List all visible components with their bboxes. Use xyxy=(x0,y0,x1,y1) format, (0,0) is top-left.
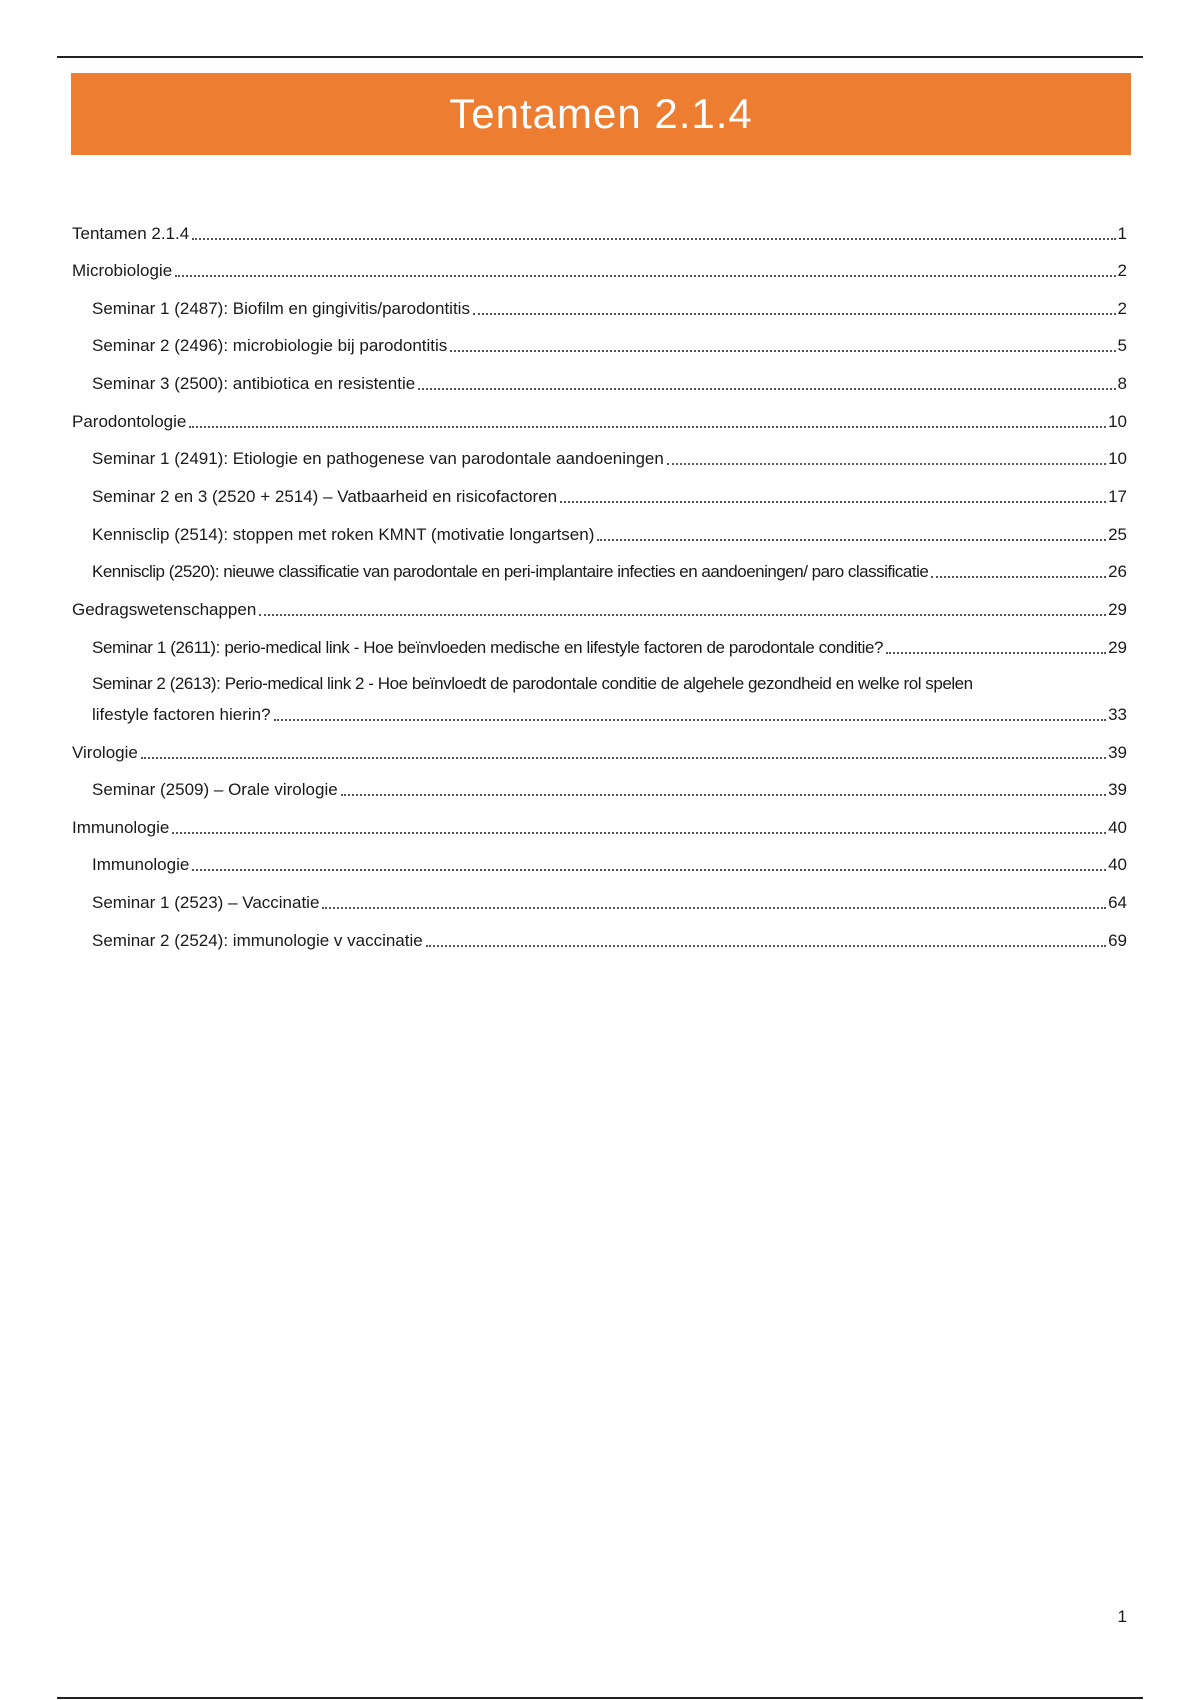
toc-leader xyxy=(667,463,1106,465)
toc-leader xyxy=(341,794,1106,796)
toc-entry-page: 64 xyxy=(1108,893,1127,912)
toc-entry[interactable] xyxy=(72,636,1127,659)
toc-entry-page: 2 xyxy=(1117,261,1127,280)
toc-leader xyxy=(322,907,1106,909)
toc-entry-title: Seminar 3 (2500): antibiotica en resistentie xyxy=(92,374,416,393)
toc-entry-page: 10 xyxy=(1108,412,1127,431)
toc-entry-title: Seminar 2 (2496): microbiologie bij parodontitis xyxy=(92,336,448,355)
toc-entry[interactable] xyxy=(72,334,1127,357)
toc-entry-page: 33 xyxy=(1108,705,1127,724)
toc-entry[interactable] xyxy=(72,410,1127,433)
toc-entry-title: Kennisclip (2520): nieuwe classificatie van parodontale en peri-implantaire infecties en aandoeningen/ paro classificatie xyxy=(92,562,929,581)
toc-entry-title: Seminar 1 (2491): Etiologie en pathogenese van parodontale aandoeningen xyxy=(92,449,664,468)
toc-entry-title-cont: lifestyle factoren hierin? xyxy=(92,705,271,724)
toc-entry-title: Virologie xyxy=(72,743,138,762)
toc-entry[interactable] xyxy=(72,672,1127,726)
toc-entry[interactable] xyxy=(72,929,1127,952)
toc-leader xyxy=(560,501,1106,503)
toc-leader xyxy=(192,238,1115,240)
toc-entry[interactable] xyxy=(72,741,1127,764)
footer-rule xyxy=(57,1697,1143,1699)
toc-entry-title: Kennisclip (2514): stoppen met roken KMNT (motivatie longartsen) xyxy=(92,525,595,544)
toc-entry-title: Immunologie xyxy=(92,855,190,874)
toc-entry-page: 26 xyxy=(1108,562,1127,581)
toc-entry-page: 10 xyxy=(1108,449,1127,468)
toc-entry-title: Seminar 1 (2487): Biofilm en gingivitis/parodontitis xyxy=(92,299,470,318)
toc-entry-page: 69 xyxy=(1108,931,1127,950)
toc-entry-page: 29 xyxy=(1108,638,1127,657)
toc-entry-page: 40 xyxy=(1108,818,1127,837)
toc-entry[interactable] xyxy=(72,297,1127,320)
toc-entry-title: Parodontologie xyxy=(72,412,187,431)
toc-entry-title: Seminar 2 (2613): Perio-medical link 2 - Hoe beïnvloedt de parodontale conditie de algehele gezondheid en welke rol spelen xyxy=(92,674,973,693)
toc-leader xyxy=(141,757,1106,759)
toc-entry-page: 25 xyxy=(1108,525,1127,544)
toc-entry[interactable] xyxy=(72,259,1127,282)
toc-entry-title: Seminar (2509) – Orale virologie xyxy=(92,780,338,799)
toc-entry[interactable] xyxy=(72,447,1127,470)
toc-entry[interactable] xyxy=(72,560,1127,583)
table-of-contents xyxy=(72,222,1127,952)
title-banner xyxy=(71,73,1131,155)
toc-entry-title: Seminar 1 (2611): perio-medical link - Hoe beïnvloeden medische en lifestyle factoren de parodontale conditie? xyxy=(92,638,884,657)
toc-entry-page: 29 xyxy=(1108,600,1127,619)
toc-entry[interactable] xyxy=(72,485,1127,508)
toc-leader xyxy=(886,652,1106,654)
toc-leader xyxy=(418,388,1115,390)
toc-entry[interactable] xyxy=(72,598,1127,621)
toc-entry-page: 1 xyxy=(1117,224,1127,243)
toc-entry-page: 17 xyxy=(1108,487,1127,506)
toc-leader xyxy=(426,945,1106,947)
toc-leader xyxy=(931,576,1106,578)
toc-entry-title: Seminar 1 (2523) – Vaccinatie xyxy=(92,893,320,912)
header-rule xyxy=(57,56,1143,58)
toc-leader xyxy=(274,719,1106,721)
toc-leader xyxy=(175,275,1115,277)
page-number: 1 xyxy=(1117,1607,1127,1626)
toc-leader xyxy=(259,614,1106,616)
toc-leader xyxy=(189,426,1106,428)
toc-entry-page: 40 xyxy=(1108,855,1127,874)
toc-entry[interactable] xyxy=(72,523,1127,546)
toc-leader xyxy=(473,313,1116,315)
document-title: Tentamen 2.1.4 xyxy=(449,90,753,137)
toc-leader xyxy=(450,350,1115,352)
toc-entry-page: 39 xyxy=(1108,743,1127,762)
toc-entry[interactable] xyxy=(72,853,1127,876)
toc-leader xyxy=(597,539,1106,541)
toc-entry-title: Microbiologie xyxy=(72,261,173,280)
toc-entry-title: Gedragswetenschappen xyxy=(72,600,257,619)
toc-entry-page: 5 xyxy=(1117,336,1127,355)
toc-entry-title: Tentamen 2.1.4 xyxy=(72,224,190,243)
toc-leader xyxy=(172,832,1106,834)
toc-entry[interactable] xyxy=(72,891,1127,914)
toc-entry-page: 8 xyxy=(1117,374,1127,393)
toc-entry[interactable] xyxy=(72,816,1127,839)
toc-entry[interactable] xyxy=(72,372,1127,395)
toc-entry-title: Seminar 2 (2524): immunologie v vaccinatie xyxy=(92,931,423,950)
toc-entry-page: 2 xyxy=(1117,299,1127,318)
toc-entry-title: Seminar 2 en 3 (2520 + 2514) – Vatbaarheid en risicofactoren xyxy=(92,487,558,506)
toc-leader xyxy=(192,869,1106,871)
toc-entry[interactable] xyxy=(72,778,1127,801)
toc-entry-title: Immunologie xyxy=(72,818,170,837)
toc-entry-page: 39 xyxy=(1108,780,1127,799)
toc-entry[interactable] xyxy=(72,222,1127,245)
